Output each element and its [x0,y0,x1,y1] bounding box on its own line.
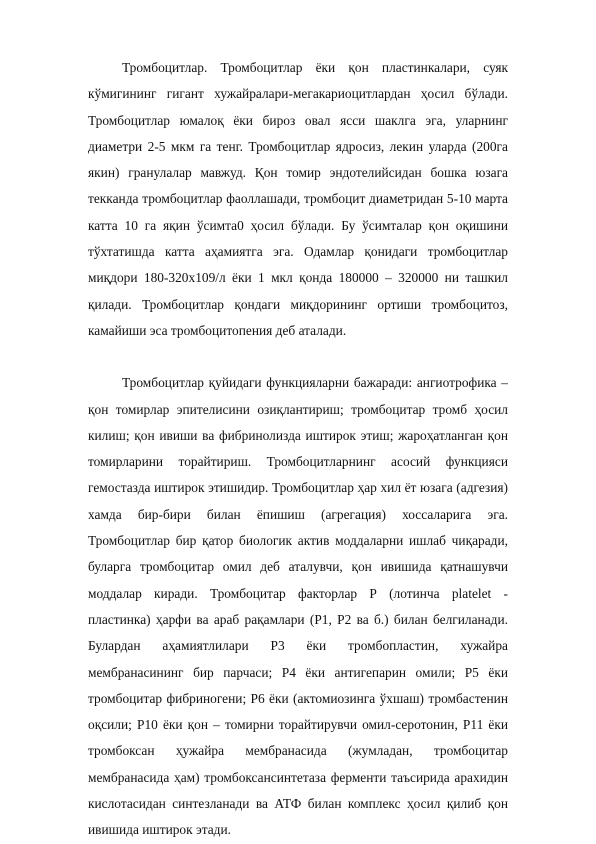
paragraph-platelets-overview: Тромбоцитлар. Тромбоцитлар ёки қон пластинкалари, суяк кўмигининг гигант хужайралари-мегакариоцитлардан ҳосил бўлади. Тромбоцитлар юмалоқ ёки бироз овал ясси шаклга эга, уларнинг диаметри 2-5 мкм га тенг. Тромбоцитлар ядросиз, лекин уларда (200га якин) гранулалар мавжуд. Қон томир эндотелийсидан бошка юзага текканда тромбоцитлар фаоллашади, тромбоцит диаметридан 5-10 марта катта 10 га яқин ўсимта0 ҳосил бўлади. Бу ўсимталар қон оқишини тўхтатишда катта аҳамиятга эга. Одамлар қонидаги тромбоцитлар миқдори 180-320х109/л ёки 1 мкл қонда 180000 – 320000 ни ташкил қилади. Тромбоцитлар қондаги миқдорининг ортиши тромбоцитоз, камайиши эса тромбоцитопения деб аталади. [88,60,508,338]
document-page [88,55,508,844]
paragraph-platelets-functions: Тромбоцитлар қуйидаги функцияларни бажаради: ангиотрофика – қон томирлар эпителисини озиқлантириш; тромбоцитар тромб ҳосил килиш; қон ивиши ва фибринолизда иштирок этиш; жароҳатланган қон томирларини торайтириш. Тромбоцитларнинг асосий функцияси гемостазда иштирок этишидир. Тромбоцитлар ҳар хил ёт юзага (адгезия) хамда бир-бири билан ёпишиш (агрегация) хоссаларига эга. Тромбоцитлар бир қатор биологик актив моддаларни ишлаб чиқаради, буларга тромбоцитар омил деб аталувчи, қон ивишида қатнашувчи моддалар киради. Тромбоцитар факторлар Р (лотинча platelet - пластинка) ҳарфи ва араб рақамлари (Р1, Р2 ва б.) билан белгиланади. Булардан аҳамиятлилари Р3 ёки тромбопластин, хужайра мембранасининг бир парчаси; Р4 ёки антигепарин омили; Р5 ёки тромбоцитар фибриногени; Р6 ёки (актомиозинга ўхшаш) тромбастенин оқсили; Р10 ёки қон – томирни торайтирувчи омил-серотонин, Р11 ёки тромбоксан ҳужайра мембранасида (жумладан, тромбоцитар мембранасида ҳам) тромбоксансинтетаза ферменти таъсирида арахидин кислотасидан синтезланади ва АТФ билан комплекс ҳосил қилиб қон ивишида иштирок этади. [88,375,508,838]
